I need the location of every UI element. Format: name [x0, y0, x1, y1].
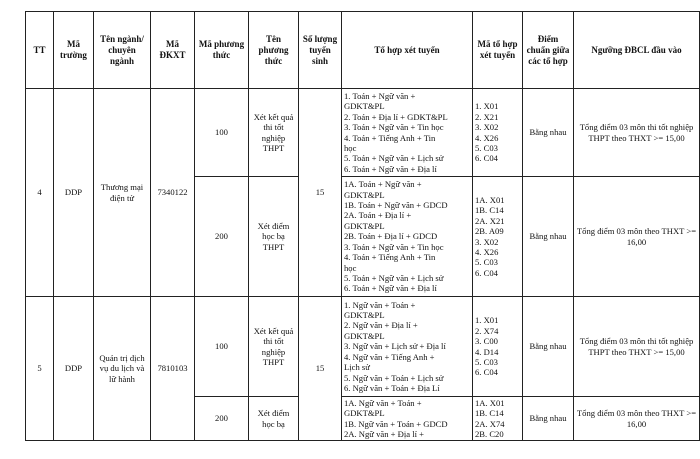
- cell-nguong: Tổng điểm 03 môn thi tốt nghiệp THPT theo THXT >= 15,00: [574, 297, 700, 397]
- cell-line: học: [344, 142, 357, 153]
- cell-line: 3. Toán + Ngữ văn + Tin học: [344, 122, 444, 133]
- cell-line: 1. Ngữ văn + Toán +: [344, 299, 416, 310]
- cell-line: 4. Toán + Tiếng Anh + Tin: [344, 252, 436, 263]
- header-diem-chuan: Điểm chuẩn giữa các tổ hợp: [523, 12, 574, 89]
- cell-line: 2A. Toán + Địa lí +: [344, 210, 412, 221]
- cell-line: 5. Toán + Ngữ văn + Lịch sử: [344, 153, 444, 164]
- cell-tt: 5: [26, 297, 54, 441]
- cell-line: 6. Ngữ văn + Toán + Địa Lí: [344, 382, 440, 393]
- cell-ma-phuong-thuc: 200: [195, 397, 249, 441]
- cell-to-hop: [342, 397, 473, 441]
- cell-line: 2A. X74: [475, 418, 505, 429]
- cell-line: 2A. X21: [475, 215, 505, 226]
- cell-nguong: Tổng điểm 03 môn theo THXT >= 16,00: [574, 177, 700, 297]
- cell-line: 5. C03: [475, 142, 498, 153]
- cell-ma-to-hop: [473, 397, 523, 441]
- cell-line: 3. Ngữ văn + Lịch sử + Địa lí: [344, 341, 446, 352]
- cell-line: 1B. Toán + Ngữ văn + GDCD: [344, 200, 448, 211]
- header-ma-dkxt: Mã ĐKXT: [151, 12, 195, 89]
- cell-line: 1A. Toán + Ngữ văn +: [344, 179, 422, 190]
- cell-line: 1B. Ngữ văn + Toán + GDCD: [344, 418, 448, 429]
- cell-diem-chuan: Bằng nhau: [523, 177, 574, 297]
- cell-line: 3. Toán + Ngữ văn + Tin học: [344, 241, 444, 252]
- cell-line: 3. X02: [475, 122, 499, 133]
- header-ma-to-hop: Mã tổ hợp xét tuyển: [473, 12, 523, 89]
- cell-ten-nganh: Thương mại điện tử: [94, 89, 151, 297]
- header-ten-phuong-thuc: Tên phương thức: [249, 12, 299, 89]
- cell-line: 2B. A09: [475, 226, 504, 237]
- cell-line: 3. X02: [475, 236, 499, 247]
- cell-line: học: [344, 262, 357, 273]
- cell-ma-phuong-thuc: 200: [195, 177, 249, 297]
- cell-line: 5. Ngữ văn + Toán + Lịch sử: [344, 372, 444, 383]
- cell-line: 1A. X01: [475, 397, 505, 408]
- cell-ma-to-hop: [473, 297, 523, 397]
- header-so-luong: Số lượng tuyển sinh: [299, 12, 342, 89]
- cell-line: GDKT&PL: [344, 330, 385, 341]
- cell-line: 6. C04: [475, 267, 498, 278]
- cell-line: 5. C03: [475, 356, 498, 367]
- cell-diem-chuan: Bằng nhau: [523, 397, 574, 441]
- cell-ma-truong: DDP: [54, 89, 94, 297]
- cell-line: 6. C04: [475, 153, 498, 164]
- header-ma-truong: Mã trường: [54, 12, 94, 89]
- cell-line: 4. D14: [475, 346, 499, 357]
- cell-to-hop: [342, 297, 473, 397]
- cell-line: 3. C00: [475, 336, 498, 347]
- cell-line: 5. C03: [475, 257, 498, 268]
- table-row: [26, 297, 700, 397]
- cell-so-luong: 15: [299, 89, 342, 297]
- cell-nguong: Tổng điểm 03 môn thi tốt nghiệp THPT theo THXT >= 15,00: [574, 89, 700, 177]
- cell-line: 5. Toán + Ngữ văn + Lịch sử: [344, 272, 444, 283]
- cell-line: 1A. Ngữ văn + Toán +: [344, 397, 422, 408]
- cell-tt: 4: [26, 89, 54, 297]
- cell-to-hop: [342, 177, 473, 297]
- cell-nguong: Tổng điểm 03 môn theo THXT >= 16,00: [574, 397, 700, 441]
- cell-ten-phuong-thuc: Xét kết quả thi tốt nghiệp THPT: [249, 297, 299, 397]
- cell-ma-dkxt: 7340122: [151, 89, 195, 297]
- cell-line: 1B. C14: [475, 205, 504, 216]
- header-tt: TT: [26, 12, 54, 89]
- header-row: [26, 12, 700, 89]
- header-ma-phuong-thuc: Mã phương thức: [195, 12, 249, 89]
- cell-line: 1. X01: [475, 315, 499, 326]
- cell-line: 2B. Toán + Địa lí + GDCD: [344, 231, 438, 242]
- cell-line: 1. X01: [475, 101, 499, 112]
- cell-line: 4. X26: [475, 246, 499, 257]
- header-ten-nganh: Tên ngành/ chuyên ngành: [94, 12, 151, 89]
- header-nguong: Ngưỡng ĐBCL đầu vào: [574, 12, 700, 89]
- cell-ma-to-hop: [473, 177, 523, 297]
- cell-line: 1A. X01: [475, 194, 505, 205]
- cell-line: 4. X26: [475, 132, 499, 143]
- cell-line: 2A. Ngữ văn + Địa lí +: [344, 428, 424, 439]
- cell-line: GDKT&PL: [344, 189, 385, 200]
- cell-line: GDKT&PL: [344, 310, 385, 321]
- cell-line: 1B. C14: [475, 408, 504, 419]
- cell-ten-phuong-thuc: Xét điểm học bạ THPT: [249, 177, 299, 297]
- cell-line: GDKT&PL: [344, 101, 385, 112]
- cell-to-hop: [342, 89, 473, 177]
- cell-line: 2. X21: [475, 111, 499, 122]
- cell-line: GDKT&PL: [344, 408, 385, 419]
- cell-ma-dkxt: 7810103: [151, 297, 195, 441]
- cell-line: 1. Toán + Ngữ văn +: [344, 90, 416, 101]
- cell-line: Lịch sử: [344, 362, 370, 373]
- cell-line: 4. Toán + Tiếng Anh + Tin: [344, 132, 436, 143]
- cell-diem-chuan: Bằng nhau: [523, 89, 574, 177]
- admission-table: [25, 11, 700, 441]
- cell-ma-phuong-thuc: 100: [195, 89, 249, 177]
- cell-diem-chuan: Bằng nhau: [523, 297, 574, 397]
- header-to-hop: Tổ hợp xét tuyển: [342, 12, 473, 89]
- cell-ten-phuong-thuc: Xét điểm học bạ: [249, 397, 299, 441]
- table-row: [26, 89, 700, 177]
- cell-line: 2. Toán + Địa lí + GDKT&PL: [344, 111, 448, 122]
- cell-ma-truong: DDP: [54, 297, 94, 441]
- cell-so-luong: 15: [299, 297, 342, 441]
- cell-line: 6. C04: [475, 367, 498, 378]
- cell-line: 6. Toán + Ngữ văn + Địa lí: [344, 163, 437, 174]
- cell-line: 2B. C20: [475, 428, 504, 439]
- cell-ten-phuong-thuc: Xét kết quả thi tốt nghiệp THPT: [249, 89, 299, 177]
- cell-ten-nganh: Quản trị dịch vụ du lịch và lữ hành: [94, 297, 151, 441]
- cell-ma-phuong-thuc: 100: [195, 297, 249, 397]
- cell-line: 6. Toán + Ngữ văn + Địa lí: [344, 283, 437, 294]
- cell-line: GDKT&PL: [344, 220, 385, 231]
- cell-line: 2. Ngữ văn + Địa lí +: [344, 320, 418, 331]
- cell-line: 2. X74: [475, 325, 499, 336]
- cell-ma-to-hop: [473, 89, 523, 177]
- cell-line: 4. Ngữ văn + Tiếng Anh +: [344, 351, 435, 362]
